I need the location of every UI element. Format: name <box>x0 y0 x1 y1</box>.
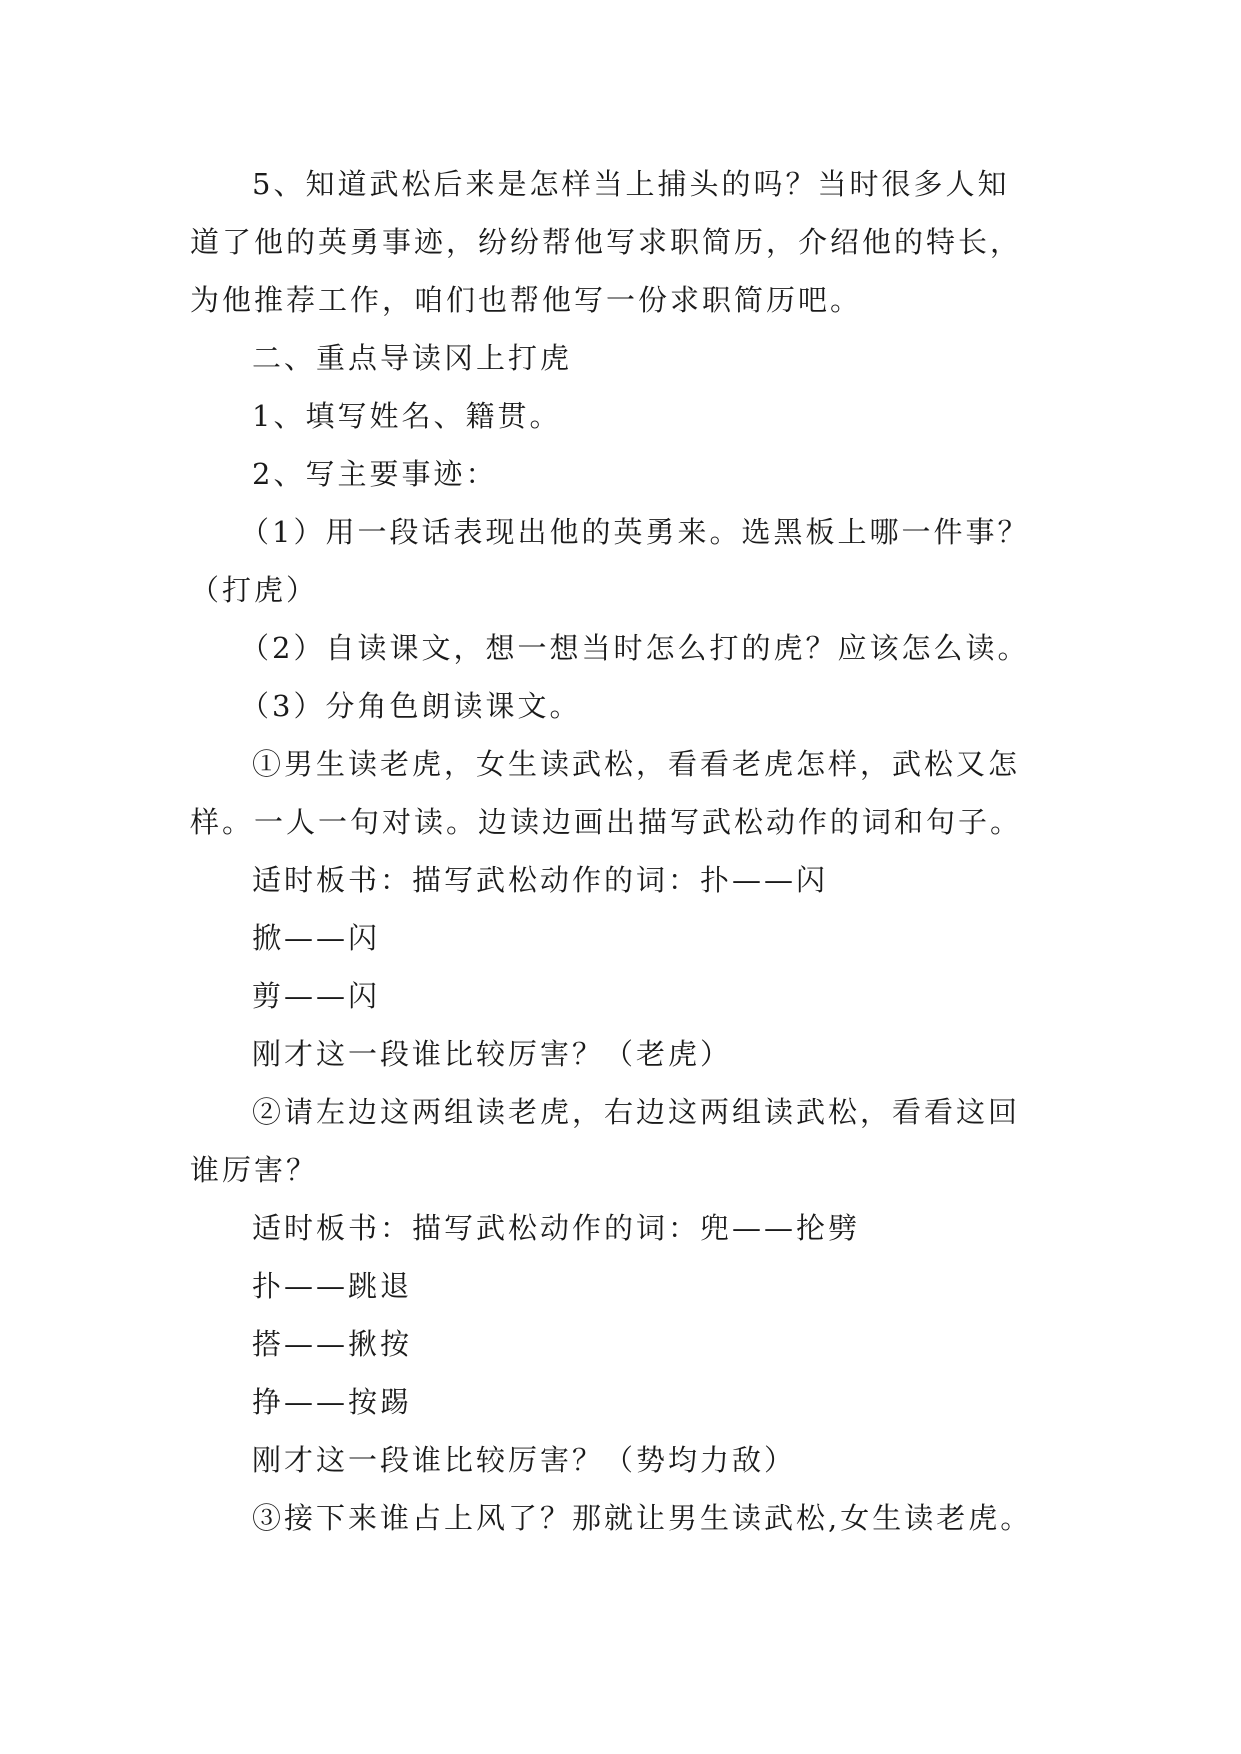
paragraph-line: 5、知道武松后来是怎样当上捕头的吗？当时很多人知 <box>252 167 1010 201</box>
paragraph-line: （打虎） <box>190 573 319 607</box>
section-heading: 二、重点导读冈上打虎 <box>252 341 573 375</box>
numbered-item: ③接下来谁占上风了？那就让男生读武松,女生读老虎。 <box>252 1501 1033 1535</box>
board-note: 适时板书：描写武松动作的词：扑——闪 <box>252 863 829 897</box>
paragraph-line: 刚才这一段谁比较厉害？（势均力敌） <box>252 1443 797 1477</box>
paragraph-line: 样。一人一句对读。边读边画出描写武松动作的词和句子。 <box>190 805 1023 839</box>
sub-step-item: （2）自读课文，想一想当时怎么打的虎？应该怎么读。 <box>240 631 1030 665</box>
paragraph-line: 为他推荐工作，咱们也帮他写一份求职简历吧。 <box>190 283 863 317</box>
board-note: 搭——揪按 <box>252 1327 413 1361</box>
numbered-item: ①男生读老虎，女生读武松，看看老虎怎样，武松又怎 <box>252 747 1021 781</box>
paragraph-line: 谁厉害？ <box>190 1153 319 1187</box>
board-note: 掀——闪 <box>252 921 381 955</box>
board-note: 剪——闪 <box>252 979 381 1013</box>
numbered-item: ②请左边这两组读老虎，右边这两组读武松，看看这回 <box>252 1095 1021 1129</box>
document-body <box>190 155 1070 1547</box>
paragraph-line: 刚才这一段谁比较厉害？（老虎） <box>252 1037 733 1071</box>
paragraph-line: 道了他的英勇事迹，纷纷帮他写求职简历，介绍他的特长， <box>190 225 1023 259</box>
step-item: 2、写主要事迹： <box>252 457 498 491</box>
step-item: 1、填写姓名、籍贯。 <box>252 399 562 433</box>
board-note: 挣——按踢 <box>252 1385 413 1419</box>
board-note: 扑——跳退 <box>252 1269 413 1303</box>
sub-step-item: （1）用一段话表现出他的英勇来。选黑板上哪一件事？ <box>240 515 1030 549</box>
board-note: 适时板书：描写武松动作的词：兜——抡劈 <box>252 1211 861 1245</box>
sub-step-item: （3）分角色朗读课文。 <box>240 689 582 723</box>
